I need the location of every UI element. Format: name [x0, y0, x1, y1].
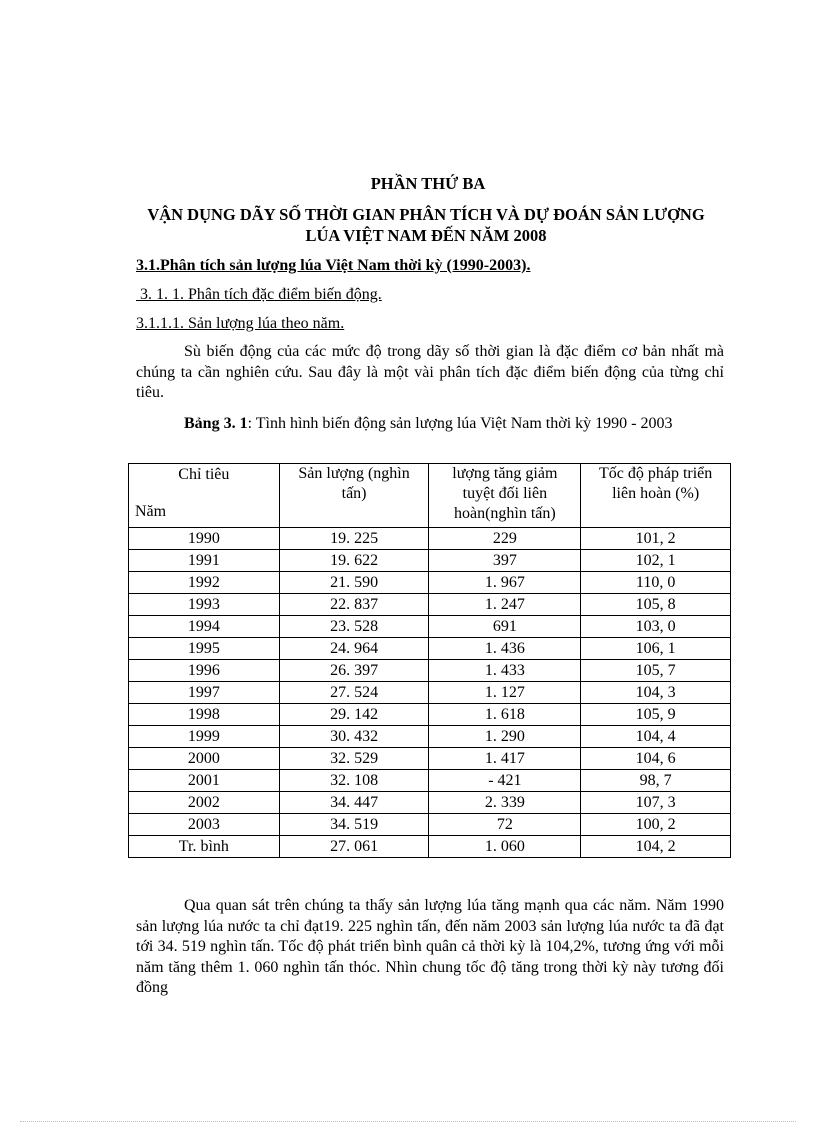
cell-growth-rate: 105, 9	[581, 704, 731, 726]
table-row	[129, 550, 731, 572]
cell-output: 23. 528	[279, 616, 429, 638]
cell-absolute-change: 397	[429, 550, 581, 572]
cell-year: Tr. bình	[129, 836, 280, 858]
analysis-paragraph: Qua quan sát trên chúng ta thấy sản lượng lúa tăng mạnh qua các năm. Năm 1990 sản lượng lúa nước ta chỉ đạt19. 225 nghìn tấn, đến năm 2003 sản lượng lúa nước ta đã đạt tới 34. 519 nghìn tấn. Tốc độ phát triển bình quân cả thời kỳ là 104,2%, tương ứng với mỗi năm tăng thêm 1. 060 nghìn tấn thóc. Nhìn chung tốc độ tăng trong thời kỳ này tương đối đồng	[136, 897, 724, 996]
cell-absolute-change: 229	[429, 528, 581, 550]
cell-growth-rate: 101, 2	[581, 528, 731, 550]
cell-absolute-change: 691	[429, 616, 581, 638]
table-row	[129, 572, 731, 594]
cell-growth-rate: 104, 2	[581, 836, 731, 858]
cell-year: 2003	[129, 814, 280, 836]
cell-year: 1991	[129, 550, 280, 572]
cell-output: 21. 590	[279, 572, 429, 594]
cell-growth-rate: 104, 6	[581, 748, 731, 770]
cell-output: 29. 142	[279, 704, 429, 726]
table-row	[129, 792, 731, 814]
cell-output: 34. 447	[279, 792, 429, 814]
table-row	[129, 814, 731, 836]
cell-growth-rate: 105, 8	[581, 594, 731, 616]
cell-growth-rate: 110, 0	[581, 572, 731, 594]
header-indicator: Chỉ tiêu	[178, 466, 230, 483]
cell-output: 32. 108	[279, 770, 429, 792]
cell-year: 2002	[129, 792, 280, 814]
header-output: Sản lượng (nghìn tấn)	[279, 464, 429, 528]
document-title: VẬN DỤNG DÃY SỐ THỜI GIAN PHÂN TÍCH VÀ DỰ ĐOÁN SẢN LƯỢNG LÚA VIỆT NAM ĐẾN NĂM 2008	[147, 205, 705, 245]
cell-year: 2001	[129, 770, 280, 792]
table-caption	[136, 414, 724, 435]
cell-output: 22. 837	[279, 594, 429, 616]
intro-paragraph: Sù biến động của các mức độ trong dãy số thời gian là đặc điểm cơ bản nhất mà chúng ta cần nghiên cứu. Sau đây là một vài phân tích đặc điểm biến động của từng chỉ tiêu.	[136, 343, 724, 401]
cell-absolute-change: 1. 967	[429, 572, 581, 594]
table-row	[129, 836, 731, 858]
cell-absolute-change: - 421	[429, 770, 581, 792]
cell-year: 1993	[129, 594, 280, 616]
cell-growth-rate: 102, 1	[581, 550, 731, 572]
header-absolute-change: lượng tăng giảm tuyệt đối liên hoàn(nghìn tấn)	[429, 464, 581, 528]
cell-year: 1997	[129, 682, 280, 704]
cell-growth-rate: 106, 1	[581, 638, 731, 660]
header-year: Năm	[135, 503, 167, 520]
part-heading: PHẦN THỨ BA	[370, 174, 486, 193]
cell-absolute-change: 1. 247	[429, 594, 581, 616]
table-row	[129, 682, 731, 704]
cell-growth-rate: 104, 4	[581, 726, 731, 748]
page-bottom-divider	[20, 1121, 796, 1122]
cell-absolute-change: 2. 339	[429, 792, 581, 814]
table-row	[129, 638, 731, 660]
cell-year: 1998	[129, 704, 280, 726]
cell-absolute-change: 1. 060	[429, 836, 581, 858]
header-indicator-year	[129, 464, 280, 528]
cell-absolute-change: 1. 436	[429, 638, 581, 660]
section-heading-3-1: 3.1.Phân tích sản lượng lúa Việt Nam thời kỳ (1990-2003).	[136, 257, 531, 274]
table-caption-label: Bảng 3. 1	[184, 415, 248, 432]
cell-growth-rate: 100, 2	[581, 814, 731, 836]
cell-absolute-change: 1. 417	[429, 748, 581, 770]
cell-growth-rate: 104, 3	[581, 682, 731, 704]
cell-year: 2000	[129, 748, 280, 770]
cell-output: 19. 225	[279, 528, 429, 550]
cell-output: 24. 964	[279, 638, 429, 660]
cell-growth-rate: 98, 7	[581, 770, 731, 792]
cell-output: 27. 061	[279, 836, 429, 858]
table-row	[129, 748, 731, 770]
table-row	[129, 594, 731, 616]
cell-year: 1996	[129, 660, 280, 682]
rice-output-table	[128, 463, 731, 858]
cell-year: 1992	[129, 572, 280, 594]
header-growth-rate: Tốc độ pháp triển liên hoàn (%)	[581, 464, 731, 528]
table-row	[129, 704, 731, 726]
cell-output: 27. 524	[279, 682, 429, 704]
cell-year: 1995	[129, 638, 280, 660]
cell-growth-rate: 107, 3	[581, 792, 731, 814]
cell-output: 34. 519	[279, 814, 429, 836]
cell-absolute-change: 1. 290	[429, 726, 581, 748]
cell-growth-rate: 105, 7	[581, 660, 731, 682]
section-heading-3-1-1: 3. 1. 1. Phân tích đặc điểm biến động.	[136, 286, 382, 303]
table-row	[129, 726, 731, 748]
section-heading-3-1-1-1: 3.1.1.1. Sản lượng lúa theo năm.	[136, 315, 345, 332]
cell-output: 30. 432	[279, 726, 429, 748]
cell-absolute-change: 1. 618	[429, 704, 581, 726]
table-row	[129, 528, 731, 550]
cell-output: 32. 529	[279, 748, 429, 770]
table-row	[129, 770, 731, 792]
table-header-row	[129, 464, 731, 528]
cell-output: 19. 622	[279, 550, 429, 572]
cell-year: 1999	[129, 726, 280, 748]
cell-absolute-change: 1. 433	[429, 660, 581, 682]
table-row	[129, 616, 731, 638]
cell-year: 1990	[129, 528, 280, 550]
cell-absolute-change: 72	[429, 814, 581, 836]
cell-year: 1994	[129, 616, 280, 638]
cell-absolute-change: 1. 127	[429, 682, 581, 704]
table-row	[129, 660, 731, 682]
cell-growth-rate: 103, 0	[581, 616, 731, 638]
cell-output: 26. 397	[279, 660, 429, 682]
table-caption-text: : Tình hình biến động sản lượng lúa Việt Nam thời kỳ 1990 - 2003	[247, 415, 673, 432]
